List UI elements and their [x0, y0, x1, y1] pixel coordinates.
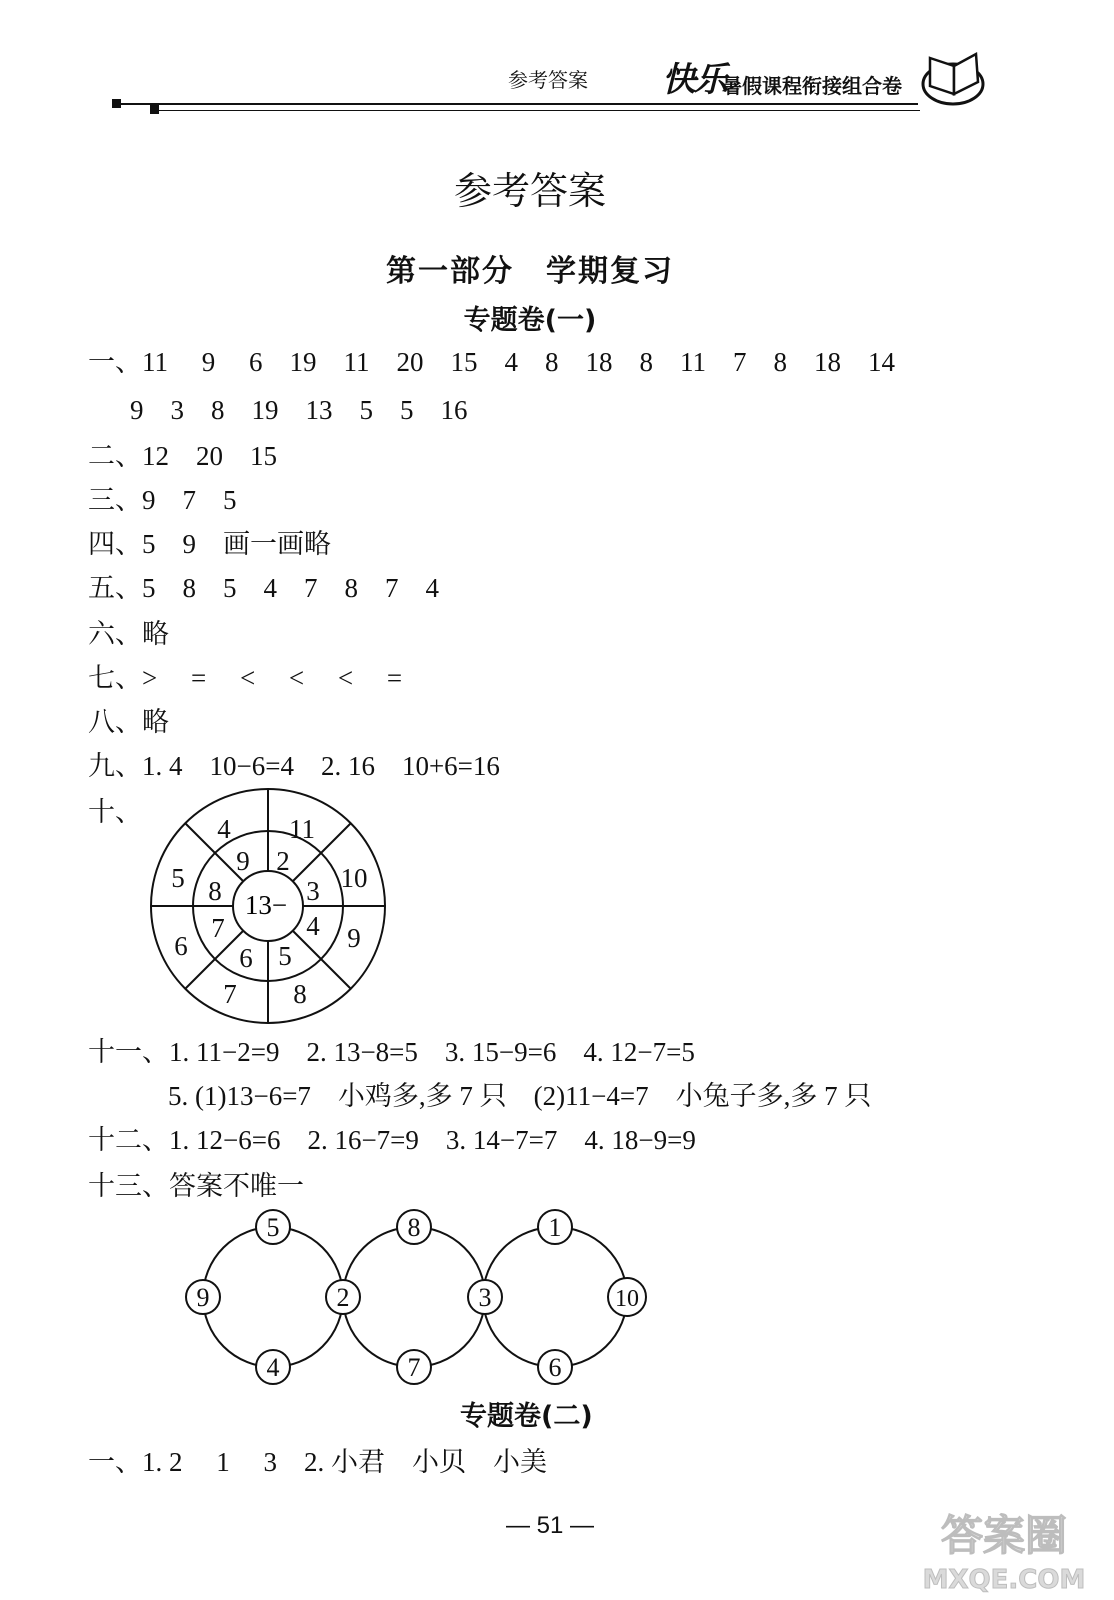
- question-label: 一、: [88, 347, 142, 378]
- question-label: 九、: [88, 751, 142, 782]
- question-label: 七、: [88, 663, 142, 694]
- header-rule: [118, 103, 918, 105]
- wheel-outer-number: 9: [347, 923, 361, 953]
- question-label: 十二、: [88, 1125, 169, 1156]
- answer-row-10: [88, 790, 142, 829]
- section2-answer-row-1: [88, 1440, 547, 1479]
- answer-row-1: [88, 340, 895, 379]
- ring3-right-number: 10: [615, 1286, 639, 1312]
- answer-text: > = < < < =: [142, 663, 403, 693]
- question-label: 二、: [88, 441, 142, 472]
- shared-number-1: 2: [336, 1283, 350, 1312]
- answer-row-2: [88, 434, 277, 473]
- ring1-left-number: 9: [196, 1283, 210, 1312]
- header-brand: 快乐: [662, 60, 726, 100]
- wheel-outer-number: 11: [289, 814, 315, 844]
- question-label: 一、: [88, 1447, 142, 1478]
- wheel-inner-number: 8: [208, 876, 222, 906]
- answer-text: 答案不唯一: [169, 1171, 304, 1201]
- wheel-inner-number: 6: [239, 943, 253, 973]
- answer-row-11-cont: [168, 1074, 871, 1113]
- section-title-1: 专题卷(一): [463, 305, 597, 336]
- answer-row-13: [88, 1164, 304, 1203]
- answer-text: 9 3 8 19 13 5 5 16: [130, 395, 468, 425]
- question-label: 三、: [88, 485, 142, 516]
- answer-row-11: [88, 1030, 695, 1069]
- ring2-bottom-number: 7: [407, 1353, 421, 1382]
- answer-text: 1. 11−2=9 2. 13−8=5 3. 15−9=6 4. 12−7=5: [169, 1037, 695, 1067]
- linked-rings-diagram: [178, 1202, 658, 1392]
- answer-row-12: [88, 1118, 696, 1157]
- section-title-2: 专题卷(二): [460, 1401, 593, 1432]
- wheel-inner-number: 4: [306, 911, 320, 941]
- answer-text: 5 9 画一画略: [142, 529, 331, 559]
- ring2-top-number: 8: [407, 1213, 421, 1242]
- wheel-outer-number: 6: [174, 931, 188, 961]
- wheel-inner-number: 5: [278, 941, 292, 971]
- question-label: 五、: [88, 573, 142, 604]
- answer-text: 1. 4 10−6=4 2. 16 10+6=16: [142, 751, 500, 781]
- watermark-text: 答案圈: [940, 1511, 1068, 1560]
- answer-text: 12 20 15: [142, 441, 277, 471]
- wheel-inner-number: 2: [276, 846, 290, 876]
- answer-text: 1. 2 1 3 2. 小君 小贝 小美: [142, 1447, 547, 1477]
- header-square-marker: [112, 99, 121, 108]
- answer-text: 9 7 5: [142, 485, 237, 515]
- answer-text: 略: [142, 619, 169, 649]
- answer-text: 5 8 5 4 7 8 7 4: [142, 573, 439, 603]
- shared-number-2: 3: [478, 1283, 492, 1312]
- header-square-marker: [150, 105, 159, 114]
- answer-row-3: [88, 478, 237, 517]
- question-label: 四、: [88, 529, 142, 560]
- wheel-center-label: 13−: [244, 890, 288, 920]
- wheel-outer-number: 8: [293, 979, 307, 1009]
- wheel-inner-number: 9: [236, 846, 250, 876]
- page-title: 参考答案: [453, 169, 606, 213]
- wheel-outer-number: 4: [217, 814, 231, 844]
- answer-row-9: [88, 744, 500, 783]
- ring3-top-number: 1: [548, 1213, 562, 1242]
- answer-text: 略: [142, 707, 169, 737]
- answer-row-4: [88, 522, 331, 561]
- ring1-bottom-number: 4: [266, 1353, 280, 1382]
- question-label: 六、: [88, 619, 142, 650]
- answer-row-5: [88, 566, 439, 605]
- answer-row-8: [88, 700, 169, 739]
- wheel-outer-number: 7: [223, 979, 237, 1009]
- question-label: 十、: [88, 797, 142, 828]
- book-logo-icon: [920, 46, 986, 108]
- wheel-outer-number: 10: [340, 863, 368, 893]
- header-rule-thin: [150, 110, 920, 111]
- part-title: 第一部分 学期复习: [386, 254, 674, 289]
- answer-text: 1. 12−6=6 2. 16−7=9 3. 14−7=7 4. 18−9=9: [169, 1125, 696, 1155]
- ring3-bottom-number: 6: [548, 1353, 562, 1382]
- wheel-inner-number: 3: [306, 876, 320, 906]
- header-section-label: 参考答案: [508, 68, 588, 92]
- ring1-top-number: 5: [266, 1213, 280, 1242]
- page-number: — 51 —: [505, 1512, 595, 1539]
- watermark-url: MXQE.COM: [922, 1565, 1086, 1595]
- answer-text: 5. (1)13−6=7 小鸡多,多 7 只 (2)11−4=7 小兔子多,多 7 只: [168, 1081, 872, 1111]
- number-wheel-diagram: [148, 786, 388, 1026]
- answer-row-1-cont: [130, 388, 468, 427]
- question-label: 八、: [88, 707, 142, 738]
- wheel-inner-number: 7: [211, 913, 225, 943]
- header-series-title: 暑假课程衔接组合卷: [722, 74, 902, 98]
- watermark-logo: [916, 1504, 1092, 1596]
- wheel-outer-number: 5: [171, 863, 185, 893]
- answer-row-6: [88, 612, 169, 651]
- question-label: 十三、: [88, 1171, 169, 1202]
- question-label: 十一、: [88, 1037, 169, 1068]
- answer-text: 11 9 6 19 11 20 15 4 8 18 8 11 7 8 18 14: [142, 347, 895, 377]
- answer-row-7: [88, 656, 402, 695]
